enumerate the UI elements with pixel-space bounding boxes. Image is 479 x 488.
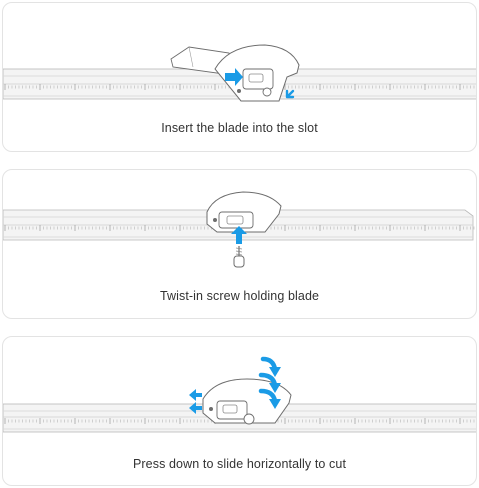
step-card-press-slide (2, 336, 477, 486)
step-caption: Press down to slide horizontally to cut (132, 457, 347, 471)
cutter-head (207, 192, 281, 232)
step-caption: Insert the blade into the slot (161, 121, 318, 135)
screw-icon (234, 246, 244, 267)
step-card-insert-blade (2, 2, 477, 152)
step-card-twist-screw (2, 169, 477, 319)
step-caption: Twist-in screw holding blade (159, 289, 320, 303)
